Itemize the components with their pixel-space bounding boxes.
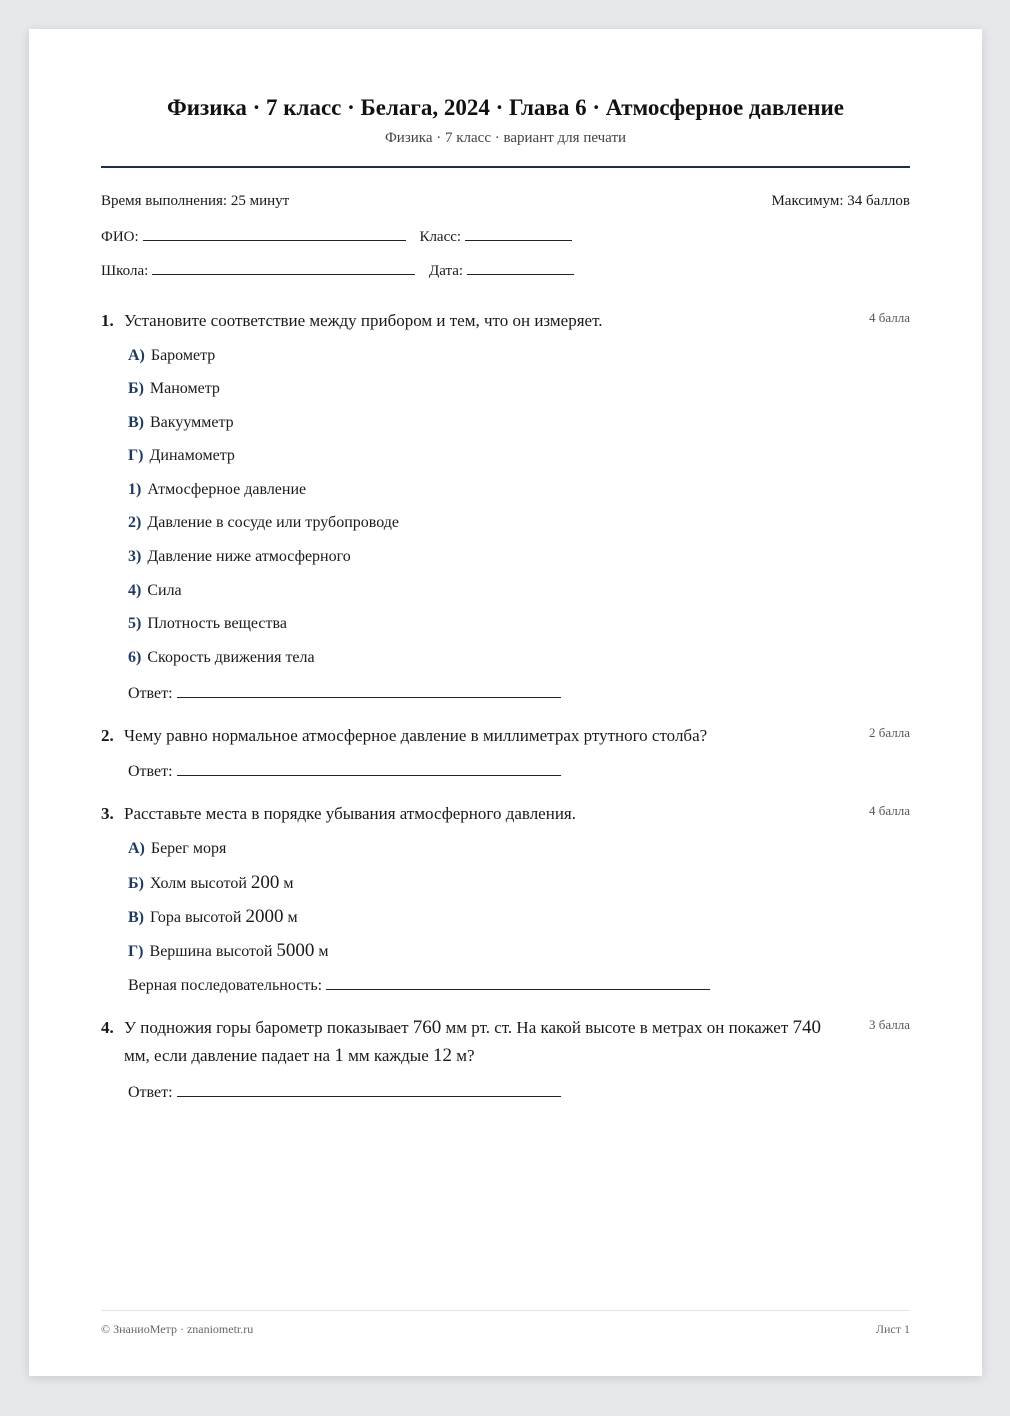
height-unit: м <box>318 943 329 960</box>
option-text: Холм высотой <box>149 875 247 892</box>
option-label: Б) <box>128 875 144 892</box>
date-field[interactable] <box>467 260 574 275</box>
question-text: У подножия горы барометр показывает 760 мм рт. ст. На какой высоте в метрах он покажет 740 мм, если давление падает на 1 мм каждые 12 м? <box>124 1017 822 1066</box>
q3-item-a <box>128 840 226 858</box>
q4-answer-field[interactable] <box>177 1082 561 1097</box>
q3-item-g <box>128 940 329 962</box>
footer-copyright: © ЗнаниоМетр · znaniometr.ru <box>101 1322 254 1336</box>
height-value: 5000 <box>276 940 315 961</box>
q2-answer-field[interactable] <box>177 761 561 776</box>
option-label: 5) <box>128 615 142 632</box>
footer-page-number: Лист 1 <box>875 1322 910 1336</box>
q1-match-4 <box>128 582 182 600</box>
option-label: 4) <box>128 582 142 599</box>
q1-match-6 <box>128 649 315 667</box>
option-text: Гора высотой <box>150 909 242 926</box>
q1-match-1 <box>128 481 306 499</box>
question-4 <box>101 1014 910 1070</box>
question-number: 3. <box>101 804 114 823</box>
question-1 <box>101 307 910 335</box>
q1-answer-field[interactable] <box>177 683 561 698</box>
meta-row <box>101 193 910 210</box>
option-label: Б) <box>128 380 144 397</box>
option-text: Вершина высотой <box>149 943 273 960</box>
q3-item-b <box>128 872 294 894</box>
option-text: Барометр <box>150 347 216 364</box>
option-label: 2) <box>128 514 142 531</box>
answer-label: Верная последовательность: <box>128 977 323 994</box>
q1-match-3 <box>128 548 351 566</box>
page-title: Физика · 7 класс · Белага, 2024 · Глава 6 · Атмосферное давление <box>166 95 845 120</box>
height-unit: м <box>283 875 294 892</box>
question-4-header <box>101 1014 910 1070</box>
option-text: Атмосферное давление <box>147 481 307 498</box>
option-label: В) <box>128 909 144 926</box>
question-number: 1. <box>101 311 114 330</box>
question-number: 2. <box>101 726 114 745</box>
time-limit: Время выполнения: 25 минут <box>101 193 290 209</box>
option-text: Сила <box>147 582 182 599</box>
option-label: 3) <box>128 548 142 565</box>
height-value: 2000 <box>245 906 284 927</box>
question-3 <box>101 800 910 828</box>
class-label: Класс: <box>419 229 462 245</box>
q3-item-v <box>128 906 298 928</box>
fio-field[interactable] <box>143 226 406 241</box>
option-label: 1) <box>128 481 142 498</box>
question-text: Установите соответствие между прибором и тем, что он измеряет. <box>124 311 603 330</box>
question-number: 4. <box>101 1018 114 1037</box>
q4-answer-row <box>128 1082 561 1102</box>
answer-label: Ответ: <box>128 685 173 702</box>
answer-label: Ответ: <box>128 763 173 780</box>
option-text: Давление в сосуде или трубопроводе <box>147 514 399 531</box>
q2-answer-row <box>128 761 561 781</box>
q3-answer-row <box>128 975 710 995</box>
question-2-header <box>101 722 910 750</box>
q1-option-b <box>128 380 220 398</box>
q1-option-v <box>128 414 234 432</box>
option-text: Манометр <box>149 380 220 397</box>
question-points: 4 балла <box>869 803 910 818</box>
header-divider <box>101 166 910 168</box>
option-text: Скорость движения тела <box>147 649 315 666</box>
height-value: 200 <box>250 872 280 893</box>
school-field[interactable] <box>152 260 415 275</box>
q3-answer-field[interactable] <box>326 975 710 990</box>
student-fields-row-2 <box>101 260 910 280</box>
footer-divider <box>101 1310 910 1311</box>
worksheet-page <box>29 29 982 1376</box>
option-text: Берег моря <box>150 840 227 857</box>
question-3-header <box>101 800 910 828</box>
q1-answer-row <box>128 683 561 703</box>
question-points: 3 балла <box>869 1017 910 1032</box>
option-text: Вакуумметр <box>150 414 234 431</box>
option-label: 6) <box>128 649 142 666</box>
option-label: Г) <box>128 943 144 960</box>
max-score: Максимум: 34 баллов <box>771 193 910 209</box>
question-points: 2 балла <box>869 725 910 740</box>
question-1-header <box>101 307 910 335</box>
fio-label: ФИО: <box>101 229 139 245</box>
question-text: Чему равно нормальное атмосферное давление в миллиметрах ртутного столба? <box>124 726 708 745</box>
option-text: Давление ниже атмосферного <box>147 548 351 565</box>
q1-option-a <box>128 347 215 365</box>
height-unit: м <box>287 909 298 926</box>
option-label: А) <box>128 347 145 364</box>
q1-option-g <box>128 447 235 465</box>
page-subtitle: Физика · 7 класс · вариант для печати <box>384 130 627 146</box>
option-text: Плотность вещества <box>147 615 287 632</box>
option-label: А) <box>128 840 145 857</box>
q1-match-2 <box>128 514 399 532</box>
option-text: Динамометр <box>149 447 235 464</box>
school-label: Школа: <box>101 263 149 279</box>
date-label: Дата: <box>429 263 464 279</box>
question-text: Расставьте места в порядке убывания атмосферного давления. <box>124 804 576 823</box>
page-content <box>101 29 910 1376</box>
student-fields-row-1 <box>101 226 910 246</box>
question-2 <box>101 722 910 750</box>
option-label: В) <box>128 414 144 431</box>
answer-label: Ответ: <box>128 1084 173 1101</box>
q1-match-5 <box>128 615 287 633</box>
option-label: Г) <box>128 447 144 464</box>
class-field[interactable] <box>465 226 572 241</box>
question-points: 4 балла <box>869 310 910 325</box>
